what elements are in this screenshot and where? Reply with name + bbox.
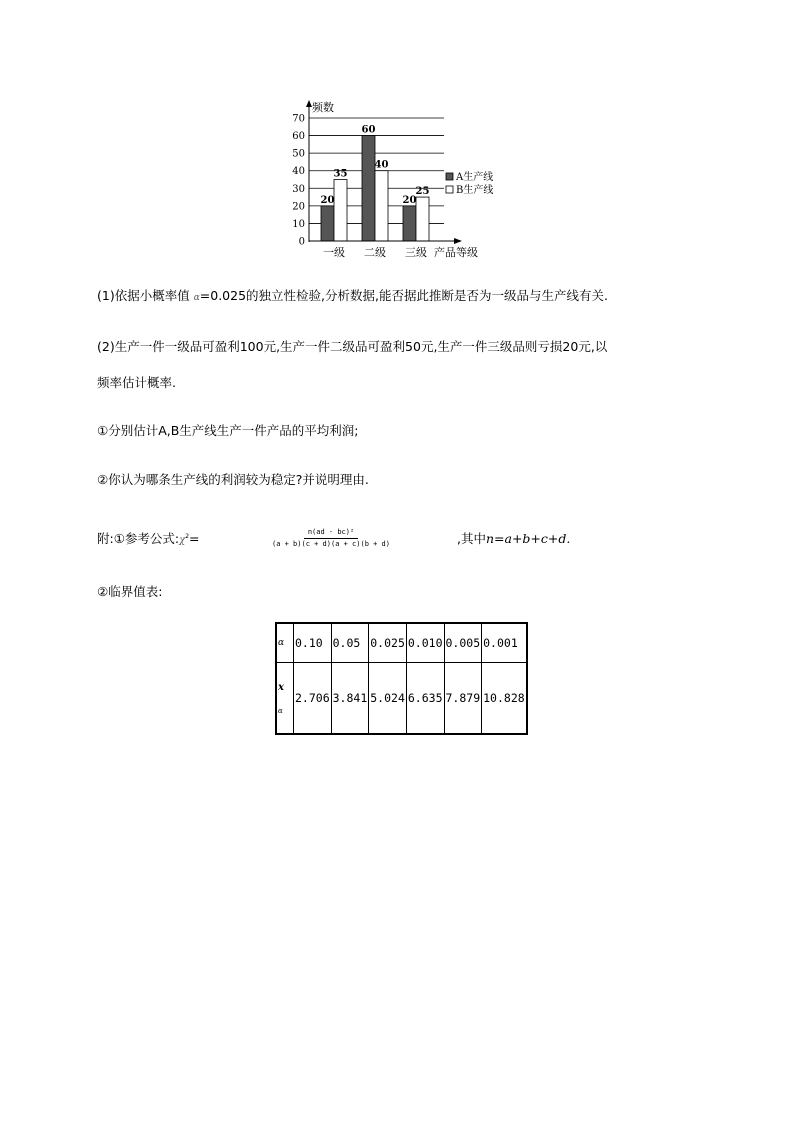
critical-value-cell: 3.841 [331, 663, 369, 735]
critical-value-cell: 10.828 [482, 663, 528, 735]
x-tick-label: 二级 [364, 246, 386, 259]
table-row-x [276, 663, 527, 735]
table-header-alpha: α [276, 623, 294, 663]
question-1-prefix: (1)依据小概率值 [97, 288, 194, 303]
legend-label: B生产线 [456, 185, 494, 196]
formula-equals: = [189, 531, 200, 546]
formula-fraction [201, 522, 461, 550]
sub-question-1: ①分别估计A,B生产线生产一件产品的平均利润; [97, 423, 359, 438]
y-tick-label: 60 [292, 131, 305, 143]
table-header-x [276, 663, 294, 735]
y-tick-label: 50 [292, 148, 305, 160]
x-subscript-alpha: α [278, 706, 283, 715]
formula-tail: ,其中n=a+b+c+d. [457, 531, 571, 546]
y-tick-label: 40 [292, 166, 305, 178]
critical-value-table [275, 622, 528, 735]
y-tick-label: 20 [292, 201, 305, 213]
chi-superscript: 2 [185, 532, 190, 540]
data-label: 40 [374, 159, 389, 171]
bar [403, 206, 416, 241]
alpha-cell: 0.10 [294, 623, 332, 663]
bar [334, 180, 347, 242]
data-label: 60 [361, 124, 376, 136]
table-row-alpha [276, 623, 527, 663]
question-2-line-1: (2)生产一件一级品可盈利100元,生产一件二级品可盈利50元,生产一件三级品则亏损20元,以 [97, 339, 608, 354]
bar [362, 136, 375, 241]
x-axis-arrow-icon [454, 238, 462, 244]
frequency-bar-chart [282, 96, 502, 264]
data-label: 35 [333, 168, 348, 180]
y-tick-label: 10 [292, 218, 305, 230]
y-axis-label: 频数 [312, 101, 334, 114]
sub-question-2: ②你认为哪条生产线的利润较为稳定?并说明理由. [97, 472, 369, 487]
x-axis-label: 产品等级 [434, 246, 478, 259]
critical-value-cell: 7.879 [444, 663, 482, 735]
alpha-cell: 0.05 [331, 623, 369, 663]
formula-denominator: (a + b)(c + d)(a + c)(b + d) [271, 540, 390, 548]
bar [375, 171, 388, 241]
critical-value-cell: 5.024 [369, 663, 407, 735]
alpha-cell: 0.010 [406, 623, 444, 663]
formula-label: 附:①参考公式$:\chi^2=$ [97, 531, 200, 546]
chart-legend [446, 170, 493, 196]
legend-label: A生产线 [456, 172, 494, 183]
question-2-line-2: 频率估计概率. [97, 375, 176, 390]
data-label: 20 [402, 194, 417, 206]
legend-swatch [446, 173, 453, 180]
x-tick-label: 三级 [405, 246, 427, 259]
x-tick-label: 一级 [323, 246, 345, 259]
y-tick-label: 70 [292, 113, 305, 125]
bar [416, 197, 429, 241]
y-tick-label: 0 [298, 236, 305, 248]
question-1 [97, 286, 608, 308]
alpha-cell: 0.025 [369, 623, 407, 663]
chi-symbol: χ [179, 535, 186, 546]
formula-n-expression: n=a+b+c+d. [485, 531, 571, 546]
y-tick-label: 30 [292, 183, 305, 195]
data-label: 25 [415, 186, 430, 198]
question-1-text: =0.025的独立性检验,分析数据,能否据此推断是否为一级品与生产线有关. [199, 288, 608, 303]
formula-numerator: n(ad - bc)² [304, 526, 358, 539]
bar [321, 206, 334, 241]
alpha-cell: 0.001 [482, 623, 528, 663]
critical-value-cell: 2.706 [294, 663, 332, 735]
alpha-symbol: α [193, 293, 200, 303]
table-caption: ②临界值表: [97, 584, 163, 599]
legend-swatch [446, 186, 453, 193]
x-symbol: x [278, 681, 284, 693]
critical-value-cell: 6.635 [406, 663, 444, 735]
alpha-cell: 0.005 [444, 623, 482, 663]
data-label: 20 [320, 194, 335, 206]
